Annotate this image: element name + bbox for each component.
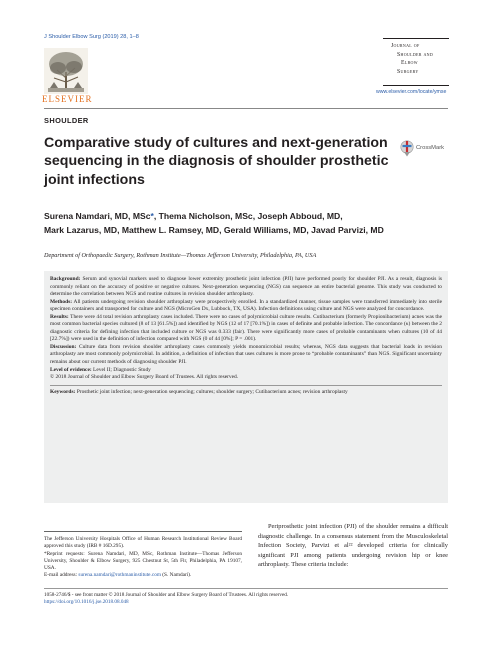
body-column xyxy=(258,522,448,570)
abstract-heading: Results: xyxy=(50,313,69,320)
abstract-divider xyxy=(50,385,442,386)
abstract-heading: Level of evidence: xyxy=(50,366,92,373)
doi-link[interactable]: https://doi.org/10.1016/j.jse.2018.08.048 xyxy=(44,599,129,606)
footnote-irb: The Jefferson University Hospitals Office of Human Research Institutional Review Board approved this study (IRB # 16D.295). xyxy=(44,536,242,550)
footnotes xyxy=(44,531,242,580)
abstract-text: Prosthetic joint infection; next-generation sequencing; cultures; shoulder surgery; Cutibacterium acnes; revision arthroplasty xyxy=(75,388,348,395)
abstract-text: There were 44 total revision arthroplasty cases included. There were no cases of polymicrobial culture results. Cutibacterium (formerly Propionibacterium) acnes was the most common bacterial species cultured (8 of 13 [61.5%]) and identified by NGS (12 of 17 [70.1%]) in cases of definite and probable infection. The concordance (κ) between the 2 diagnostic criteria for defining infection that included culture or NGS was 0.333 (fair). There were significantly more cases of probable contaminants when cultures (10 of 44 [22.7%]) were used in the definition of infection compared with NGS (0 of 44 [0%]; P = .001). xyxy=(50,313,442,343)
abstract-discussion xyxy=(50,344,442,367)
journal-name-block xyxy=(383,38,449,86)
abstract-heading: Discussion: xyxy=(50,343,77,350)
email-link[interactable]: surena.namdari@rothmaninstitute.com xyxy=(78,572,161,579)
abstract-heading: Keywords: xyxy=(50,388,76,395)
abstract-text: Culture data from revision shoulder arthroplasty cases commonly yields monomicrobial results; whereas, NGS data suggests that bacterial loads in revision arthroplasty are most commonly polymicrobial. In addition, a definition of infection that uses cultures is more prone to “probable contaminants” than NGS. Significant uncertainty remains about our current methods of diagnosing shoulder PJI. xyxy=(50,343,442,366)
email-label: E-mail address: xyxy=(44,572,79,579)
footnote-reprint: *Reprint requests: Surena Namdari, MD, MSc, Rothman Institute—Thomas Jefferson University, Shoulder & Elbow Surgery, 925 Chestnut St, 5th Flr, Philadelphia, PA 19107, USA. xyxy=(44,550,242,572)
page-footer xyxy=(44,592,448,606)
authors-line-1b: , Thema Nicholson, MSc, Joseph Abboud, MD, xyxy=(153,211,343,221)
abstract-text: Level II; Diagnostic Study xyxy=(91,366,151,373)
journal-name-line: Elbow xyxy=(401,60,418,67)
footer-divider xyxy=(44,588,448,589)
issn-copyright: 1058-2746/$ - see front matter © 2018 Journal of Shoulder and Elbow Surgery Board of Trustees. All rights reserved. xyxy=(44,592,289,598)
authors-line-2: Mark Lazarus, MD, Matthew L. Ramsey, MD, Gerald Williams, MD, Javad Parvizi, MD xyxy=(44,224,384,235)
crossmark-badge[interactable] xyxy=(400,140,448,158)
journal-url-link[interactable]: www.elsevier.com/locate/ymse xyxy=(376,89,447,95)
abstract-level-of-evidence xyxy=(50,367,442,375)
body-paragraph: Periprosthetic joint infection (PJI) of the shoulder remains a difficult diagnostic challenge. In a consensus statement from the Musculoskeletal Infection Society, Parvizi et al²² developed criteria for clinically significant PJI among patients undergoing revision hip or knee arthroplasty. These criteria include: xyxy=(258,523,448,569)
corresponding-author-asterisk[interactable]: * xyxy=(150,211,154,221)
journal-name-line: Journal of xyxy=(391,43,420,49)
abstract-text: All patients undergoing revision shoulder arthroplasty were prospectively enrolled. In a standardized manner, tissue samples were transferred immediately into sterile specimen containers and transported for culture and NGS (MicroGen Dx, Lubbock, TX, USA). Infection definitions using culture and NGS were analyzed for concordance. xyxy=(50,298,442,313)
header-divider xyxy=(44,108,448,109)
publisher-name: ELSEVIER xyxy=(42,94,93,104)
abstract-heading: Background: xyxy=(50,276,81,282)
footnote-email xyxy=(44,572,242,579)
author-list xyxy=(44,210,448,237)
authors-line-1: Surena Namdari, MD, MSc xyxy=(44,211,151,221)
journal-name-line: Shoulder and xyxy=(397,51,434,58)
crossmark-icon xyxy=(400,140,414,157)
abstract-copyright: © 2018 Journal of Shoulder and Elbow Surgery Board of Trustees. All rights reserved. xyxy=(50,374,239,381)
abstract-methods xyxy=(50,299,442,314)
journal-name-line: Surgery xyxy=(397,68,419,75)
abstract-heading: Methods: xyxy=(50,298,73,305)
email-suffix: (S. Namdari). xyxy=(160,572,192,579)
abstract-background xyxy=(50,276,442,299)
author-affiliation: Department of Orthopaedic Surgery, Rothman Institute—Thomas Jefferson University, Philadelphia, PA, USA xyxy=(44,252,317,259)
elsevier-tree-logo-icon xyxy=(44,48,88,94)
abstract xyxy=(44,271,448,503)
section-label: SHOULDER xyxy=(44,116,89,125)
footnote-divider xyxy=(44,531,242,532)
abstract-results xyxy=(50,314,442,344)
crossmark-label: CrossMark xyxy=(416,145,445,151)
journal-reference: J Shoulder Elbow Surg (2019) 28, 1–8 xyxy=(44,34,139,40)
abstract-keywords xyxy=(50,389,442,397)
article-title: Comparative study of cultures and next-generation sequencing in the diagnosis of shoulder prosthetic joint infections xyxy=(44,135,389,188)
abstract-text: Serum and synovial markers used to diagnose lower extremity prosthetic joint infection (PJI) have performed poorly for shoulder PJI. As a result, diagnosis is commonly reliant on the accuracy of positive or negative cultures. Next-generation sequencing (NGS) can sequence an entire bacterial genome. This study was conducted to determine the correlation between NGS and routine cultures in revision shoulder arthroplasty. xyxy=(50,276,442,298)
